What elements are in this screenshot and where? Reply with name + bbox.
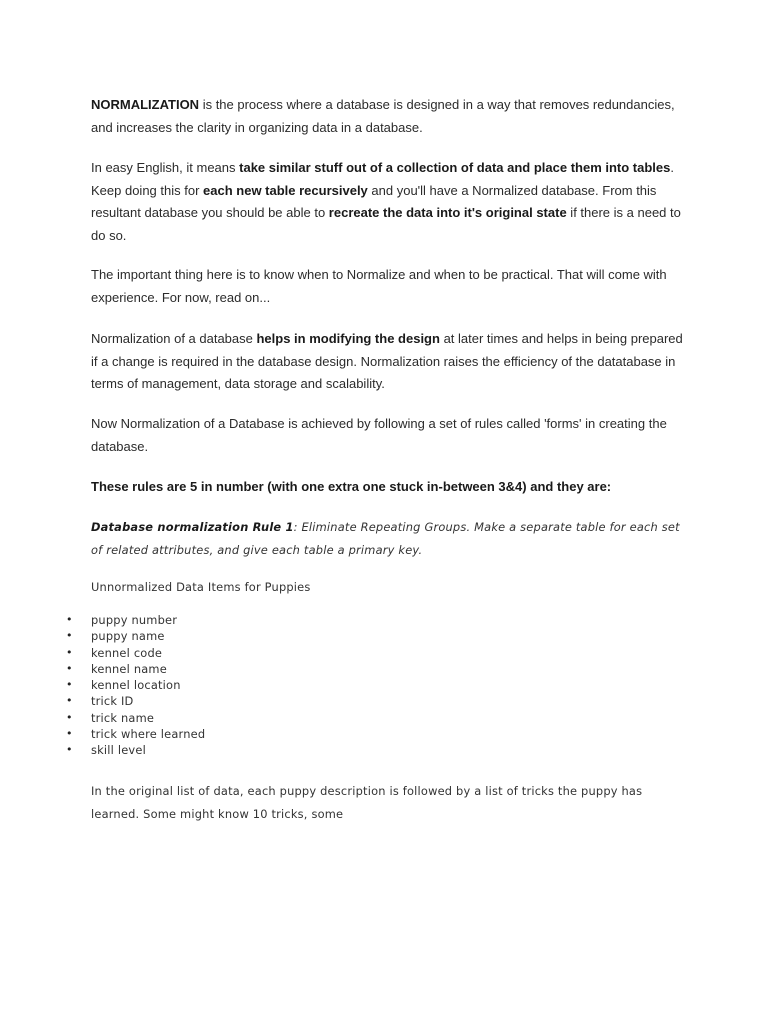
paragraph-easy-english [91, 157, 691, 247]
list-item [0, 710, 205, 726]
paragraph-text: . Keep doing this for [91, 160, 675, 198]
list-item-label: skill level [91, 743, 146, 758]
paragraph-rules-count: These rules are 5 in number (with one extra one stuck in-between 3&4) and they are: [91, 479, 612, 494]
paragraph-normalization-definition [91, 94, 691, 139]
list-item [0, 645, 205, 661]
paragraph-modifying-design [91, 328, 691, 396]
paragraph-text: at later times and helps in being prepared if a change is required in the database design. Normalization raises the efficiency of the datatabase in terms of management, data storage and scalability. [91, 331, 683, 391]
bold-term: NORMALIZATION [91, 97, 200, 112]
list-item [0, 612, 205, 628]
bullet-icon: • [66, 678, 73, 692]
bullet-icon: • [66, 710, 73, 724]
list-item [0, 628, 205, 644]
paragraph-important-thing: The important thing here is to know when to Normalize and when to be practical. That will come with experience. For now, read on... [91, 267, 667, 305]
bullet-icon: • [66, 727, 73, 741]
bullet-icon: • [66, 743, 73, 757]
paragraph-text: In easy English, it means [91, 160, 240, 175]
bullet-icon: • [66, 694, 73, 708]
list-item [0, 726, 205, 742]
paragraph-text: is the process where a database is designed in a way that removes redundancies, and increases the clarity in organizing data in a database. [91, 97, 675, 135]
list-item [0, 693, 205, 709]
list-item [0, 742, 205, 758]
paragraph-text: and you'll have a Normalized database. From this resultant database you should be able to [91, 182, 657, 220]
list-item-label: puppy number [91, 613, 178, 627]
bold-phrase: each new table recursively [203, 182, 368, 198]
paragraph-text: Normalization of a database [91, 331, 257, 346]
bold-phrase: recreate the data into it's original state [328, 205, 567, 220]
list-item-label: kennel name [91, 661, 167, 676]
list-item [0, 661, 205, 677]
unnormalized-list-title: Unnormalized Data Items for Puppies [91, 580, 311, 594]
bullet-icon: • [66, 629, 73, 643]
list-item-label: kennel location [91, 678, 181, 693]
bullet-icon: • [66, 661, 73, 675]
rule-1-paragraph [91, 516, 691, 561]
paragraph-forms: Now Normalization of a Database is achieved by following a set of rules called 'forms' in creating the database. [91, 416, 667, 454]
bullet-icon: • [66, 613, 73, 626]
paragraph-text: if there is a need to do so. [91, 205, 681, 243]
bullet-icon: • [66, 645, 73, 659]
list-item [0, 677, 205, 693]
rule-1-text: : Eliminate Repeating Groups. Make a separate table for each set of related attributes, and give each table a primary key. [91, 520, 680, 557]
bold-phrase: helps in modifying the design [256, 331, 440, 346]
unnormalized-data-items-list [0, 612, 205, 759]
paragraph-original-list: In the original list of data, each puppy description is followed by a list of tricks the puppy has learned. Some might know 10 tricks, some [91, 784, 643, 821]
bold-phrase: take similar stuff out of a collection of data and place them into tables [239, 160, 671, 175]
list-item-label: puppy name [91, 629, 165, 644]
list-item-label: trick where learned [91, 727, 206, 742]
rule-1-title: Database normalization Rule 1 [91, 520, 294, 534]
list-item-label: trick name [91, 710, 155, 725]
list-item-label: trick ID [91, 694, 134, 709]
list-item-label: kennel code [91, 645, 163, 660]
